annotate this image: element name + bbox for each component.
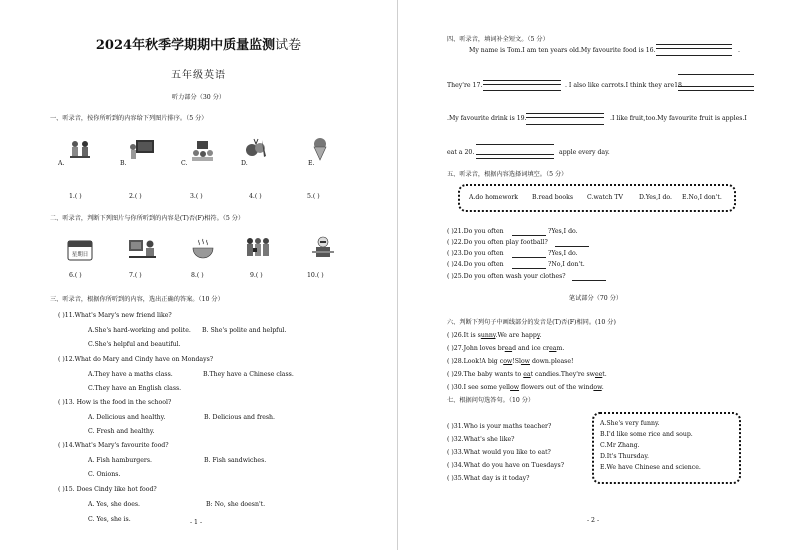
fill-blank-20-top [476, 144, 554, 145]
children-books-icon [244, 236, 272, 260]
question-12-option-c[interactable]: C.They have an English class. [88, 385, 182, 392]
calendar-label: 星期日 [71, 252, 89, 258]
answer-blank-3[interactable]: 3.( ) [190, 193, 203, 200]
page-number-1: - 1 - [190, 519, 203, 526]
fill-blank-17[interactable] [483, 80, 561, 85]
ice-cream-icon [308, 137, 332, 161]
answer-blank-10[interactable]: 10.( ) [307, 272, 324, 279]
passage-line-4a: eat a 20. [447, 149, 475, 156]
page-divider [397, 0, 398, 550]
option-letter-a: A. [58, 160, 65, 167]
question-22: ( )22.Do you often play football? [447, 239, 548, 246]
option-letter-e: E. [308, 160, 315, 167]
question-29: ( )29.The baby wants to eat candies.They're sweet. [447, 371, 607, 378]
option-letter-c: C. [181, 160, 188, 167]
question-24-end: ?No,I don't. [548, 261, 585, 268]
question-30: ( )30.I see some yellow flowers out of the window. [447, 384, 604, 391]
answer-blank-1[interactable]: 1.( ) [69, 193, 82, 200]
question-15: ( )15. Does Cindy like hot food? [58, 486, 157, 493]
fill-blank-16[interactable] [656, 44, 732, 49]
answer-blank-5[interactable]: 5.( ) [307, 193, 320, 200]
kids-tv-icon [190, 139, 214, 163]
question-27: ( )27.John loves bread and ice cream. [447, 345, 565, 352]
question-24: ( )24.Do you often [447, 261, 504, 268]
question-14: ( )14.What's Mary's favourite food? [58, 442, 169, 449]
question-11: ( )11.What's Mary's new friend like? [58, 312, 172, 319]
computer-user-icon [128, 237, 158, 261]
question-34: ( )34.What do you have on Tuesdays? [447, 462, 565, 469]
question-14-option-a[interactable]: A. Fish hamburgers. [88, 457, 152, 464]
fill-blank-24[interactable] [512, 268, 546, 269]
answer-blank-7[interactable]: 7.( ) [129, 272, 142, 279]
section-5-heading: 五、听录音，根据内容选择词填空。（5 分） [447, 171, 568, 178]
fill-blank-19-base [526, 124, 604, 125]
question-14-option-b[interactable]: B. Fish sandwiches. [204, 457, 267, 464]
fill-blank-22[interactable] [555, 246, 589, 247]
question-12-option-b[interactable]: B.They have a Chinese class. [203, 371, 294, 378]
written-part-label: 笔试部分（70 分） [568, 295, 623, 302]
section-2-heading: 二、听录音，判断下列图片与你所听到的内容是(T)否(F)相符。（5 分） [50, 215, 245, 222]
section-7-heading: 七、根据问句选答句。（10 分） [447, 397, 535, 404]
answer-blank-4[interactable]: 4.( ) [249, 193, 262, 200]
question-31: ( )31.Who is your maths teacher? [447, 423, 552, 430]
passage-line-1-end: . [738, 47, 740, 54]
answer-blank-9[interactable]: 9.( ) [250, 272, 263, 279]
soup-bowl-icon [191, 237, 215, 261]
question-32: ( )32.What's she like? [447, 436, 515, 443]
answer-blank-6[interactable]: 6.( ) [69, 272, 82, 279]
exam-title: 2024年秋季学期期中质量监测试卷 [95, 38, 302, 53]
passage-line-3b: .I like fruit,too.My favourite fruit is apples.I [610, 115, 747, 122]
word-option-a: A.do homework [469, 194, 519, 201]
children-talking-icon [68, 138, 92, 162]
exam-subtitle: 五年级英语 [171, 70, 226, 81]
word-option-c: C.watch TV [587, 194, 623, 201]
fill-blank-18-top [678, 74, 754, 75]
answer-option-c: C.Mr Zhang. [600, 442, 640, 449]
section-1-heading: 一、听录音，按你所听到的内容给下列图片排序。（5 分） [50, 115, 208, 122]
section-4-heading: 四、听录音，填词补全短文。（5 分） [447, 36, 549, 43]
fill-blank-18[interactable] [678, 86, 754, 91]
question-15-option-b[interactable]: B: No, she doesn't. [206, 501, 266, 508]
question-13-option-a[interactable]: A. Delicious and healthy. [88, 414, 166, 421]
passage-line-4b: apple every day. [559, 149, 610, 156]
fill-blank-21[interactable] [512, 235, 546, 236]
option-letter-d: D. [241, 160, 248, 167]
question-26: ( )26.It is sunny.We are happy. [447, 332, 542, 339]
passage-line-2a: They're 17. [447, 82, 483, 89]
word-option-e: E.No,I don't. [682, 194, 722, 201]
listening-part-label: 听力部分（30 分） [171, 94, 226, 101]
fill-blank-20[interactable] [476, 154, 554, 159]
word-option-d: D.Yes,I do. [639, 194, 673, 201]
question-11-option-a[interactable]: A.She's hard-working and polite. [88, 327, 191, 334]
question-35: ( )35.What day is it today? [447, 475, 530, 482]
question-15-option-a[interactable]: A. Yes, she does. [88, 501, 140, 508]
word-option-b: B.read books [532, 194, 574, 201]
calendar-icon [67, 238, 93, 262]
section-3-heading: 三、听录音，根据你所听到的内容，选出正确的答案。（10 分） [50, 296, 224, 303]
fill-blank-23[interactable] [512, 257, 546, 258]
question-13: ( )13. How is the food in the school? [58, 399, 172, 406]
fill-blank-25[interactable] [572, 280, 606, 281]
question-21-end: ?Yes,I do. [548, 228, 578, 235]
question-13-option-c[interactable]: C. Fresh and healthy. [88, 428, 155, 435]
section-6-heading: 六、判断下列句子中画线部分的发音是(T)否(F)相同。(10 分) [447, 319, 616, 326]
answer-blank-8[interactable]: 8.( ) [191, 272, 204, 279]
question-23-end: ?Yes,I do. [548, 250, 578, 257]
answer-option-e: E.We have Chinese and science. [600, 464, 701, 471]
passage-line-3a: .My favourite drink is 19. [447, 115, 527, 122]
fill-blank-19[interactable] [526, 113, 604, 118]
question-14-option-c[interactable]: C. Onions. [88, 471, 121, 478]
question-25: ( )25.Do you often wash your clothes? [447, 273, 566, 280]
question-23: ( )23.Do you often [447, 250, 504, 257]
question-21: ( )21.Do you often [447, 228, 504, 235]
question-15-option-c[interactable]: C. Yes, she is. [88, 516, 131, 523]
fill-blank-17-base [483, 90, 561, 91]
answer-option-b: B.I'd like some rice and soup. [600, 431, 693, 438]
answer-option-a: A.She's very funny. [600, 420, 660, 427]
passage-line-2b: . I also like carrots.I think they are18. [565, 82, 684, 89]
question-13-option-b[interactable]: B. Delicious and fresh. [204, 414, 275, 421]
answer-option-d: D.It's Thursday. [600, 453, 649, 460]
question-33: ( )33.What would you like to eat? [447, 449, 551, 456]
passage-line-1: My name is Tom.I am ten years old.My favourite food is 16. [469, 47, 656, 54]
option-letter-b: B. [120, 160, 127, 167]
question-12: ( )12.What do Mary and Cindy have on Mondays? [58, 356, 214, 363]
vegetables-icon [244, 136, 268, 160]
question-28: ( )28.Look!A big cow!Slow down.please! [447, 358, 574, 365]
question-11-option-b[interactable]: B. She's polite and helpful. [202, 327, 287, 334]
page-number-2: - 2 - [587, 517, 600, 524]
question-12-option-a[interactable]: A.They have a maths class. [88, 371, 173, 378]
question-11-option-c[interactable]: C.She's helpful and beautiful. [88, 341, 181, 348]
answer-blank-2[interactable]: 2.( ) [129, 193, 142, 200]
blackboard-teacher-icon [128, 137, 156, 161]
old-man-icon [310, 235, 336, 259]
fill-blank-16-base [656, 55, 732, 56]
